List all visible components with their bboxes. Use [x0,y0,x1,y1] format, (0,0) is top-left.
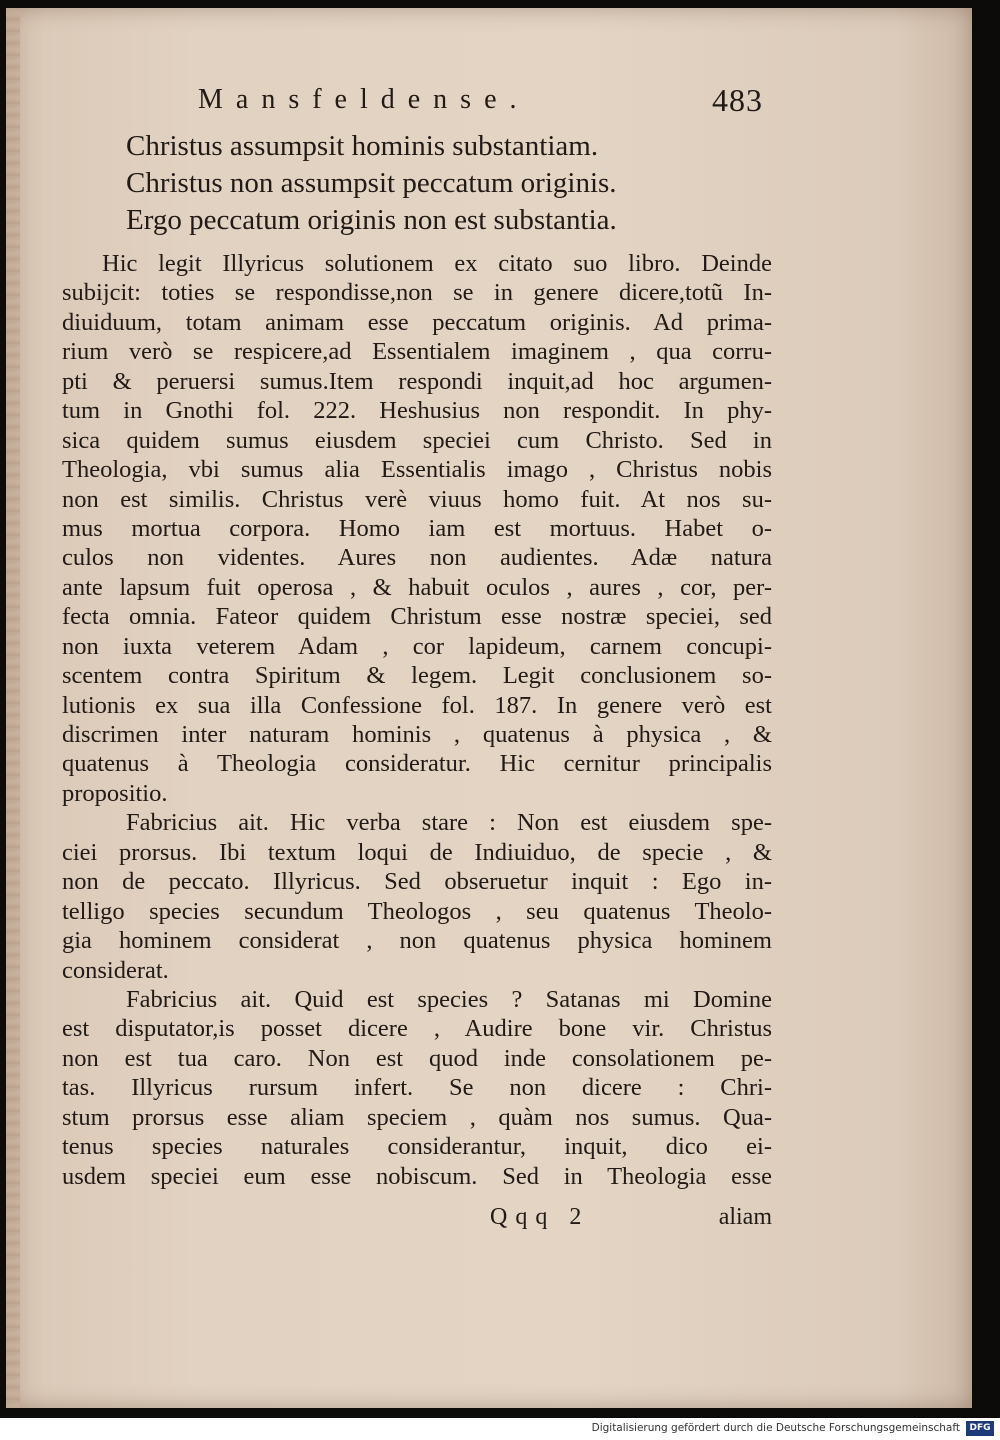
text-line: ante lapsum fuit operosa , & habuit oculos , aures , cor, per- [62,573,772,601]
footer-bar [0,1418,1000,1440]
text-line: telligo species secundum Theologos , seu quatenus Theolo- [62,897,772,925]
text-line: usdem speciei eum esse nobiscum. Sed in Theologia esse [62,1162,772,1190]
text-line: Theologia, vbi sumus alia Essentialis imago , Christus nobis [62,456,772,484]
text-line: tenus species naturales considerantur, inquit, dico ei- [62,1133,772,1161]
text-line: ciei prorsus. Ibi textum loqui de Indiuiduo, de specie , & [62,838,772,866]
text-line: Hic legit Illyricus solutionem ex citato suo libro. Deinde [102,250,772,277]
syllogism-conclusion: Ergo peccatum originis non est substantia. [126,204,617,236]
text-line: pti & peruersi sumus.Item respondi inquit,ad hoc argumen- [62,367,772,395]
text-line: non est tua caro. Non est quod inde consolationem pe- [62,1044,772,1072]
text-line: rium verò se respicere,ad Essentialem imaginem , qua corru- [62,338,772,366]
text-line: non de peccato. Illyricus. Sed obseruetur inquit : Ego in- [62,868,772,896]
text-line: Fabricius ait. Hic verba stare : Non est eiusdem spe- [126,809,772,837]
running-head: Mansfeldense. [198,84,530,115]
text-line: gia hominem considerat , non quatenus physica hominem [62,927,772,955]
page-gutter [6,8,20,1408]
footer-credit: Digitalisierung gefördert durch die Deutsche Forschungsgemeinschaft [591,1422,960,1434]
text-line: fecta omnia. Fateor quidem Christum esse nostræ speciei, sed [62,603,772,631]
body-text [62,249,772,1191]
text-line: diuiduum, totam animam esse peccatum originis. Ad prima- [62,308,772,336]
text-line: non est similis. Christus verè viuus homo fuit. At nos su- [62,485,772,513]
dfg-logo: DFG [966,1421,994,1436]
page-foot [62,1204,772,1236]
text-line: lutionis ex sua illa Confessione fol. 187. In genere verò est [62,691,772,719]
text-line: subijcit: toties se respondisse,non se in genere dicere,totũ In- [62,279,772,307]
page-number: 483 [712,82,763,118]
text-line: quatenus à Theologia consideratur. Hic cernitur principalis [62,750,772,778]
syllogism-major: Christus assumpsit hominis substantiam. [126,130,599,162]
text-line: stum prorsus esse aliam speciem , quàm nos sumus. Qua- [62,1103,772,1131]
text-line: mus mortua corpora. Homo iam est mortuus. Habet o- [62,514,772,542]
syllogism [126,128,766,239]
text-line: est disputator,is posset dicere , Audire bone vir. Christus [62,1015,772,1043]
syllogism-minor: Christus non assumpsit peccatum originis. [126,167,617,199]
text-line: culos non videntes. Aures non audientes. Adæ natura [62,544,772,572]
text-line: propositio. [62,779,168,807]
text-line: sica quidem sumus eiusdem speciei cum Christo. Sed in [62,426,772,454]
text-line: Fabricius ait. Quid est species ? Satanas mi Domine [126,985,772,1013]
text-line: considerat. [62,956,169,984]
book-page [6,8,972,1408]
text-line: scentem contra Spiritum & legem. Legit conclusionem so- [62,662,772,690]
text-line: non iuxta veterem Adam , cor lapideum, carnem concupi- [62,632,772,660]
catchword: aliam [718,1204,772,1230]
text-line: tum in Gnothi fol. 222. Heshusius non respondit. In phy- [62,397,772,425]
text-line: tas. Illyricus rursum infert. Se non dicere : Chri- [62,1074,772,1102]
signature-mark: Qqq 2 [490,1204,590,1230]
text-line: discrimen inter naturam hominis , quatenus à physica , & [62,721,772,748]
